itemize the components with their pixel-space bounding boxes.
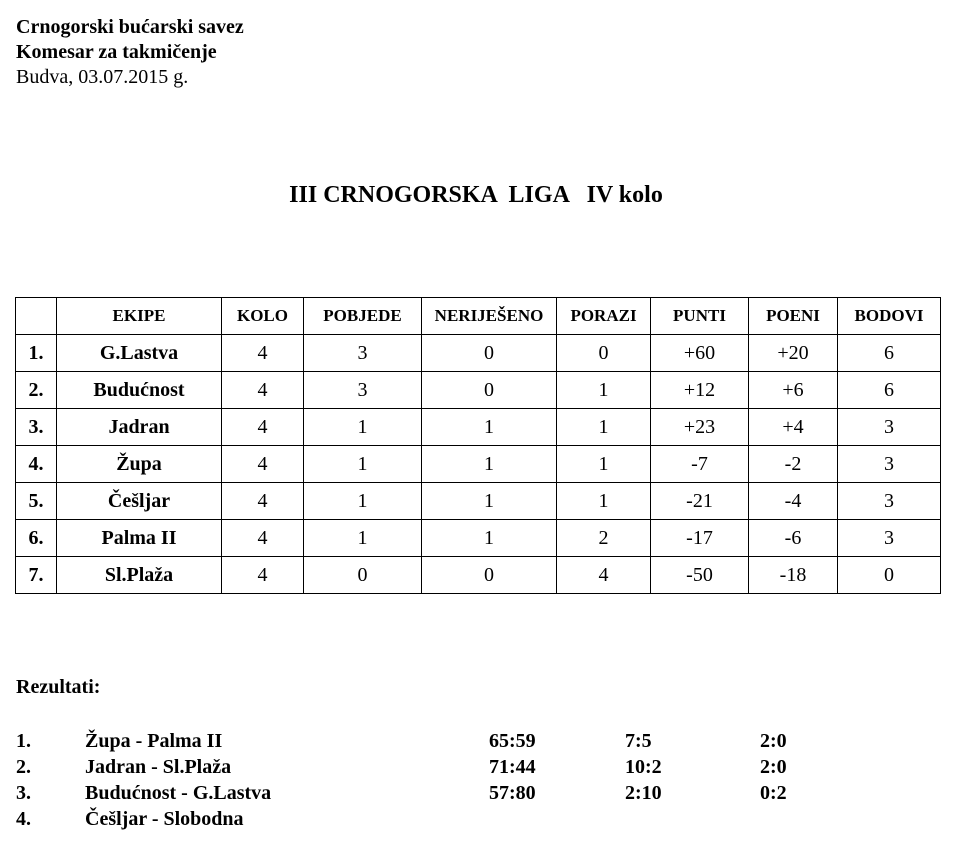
cell-points: 3: [838, 446, 941, 483]
column-header-draws: NERIJEŠENO: [422, 298, 557, 335]
result-score: 57:80: [489, 782, 536, 804]
cell-draws: 1: [422, 520, 557, 557]
cell-rank: 4.: [16, 446, 57, 483]
cell-team: Budućnost: [57, 372, 222, 409]
cell-round: 4: [222, 446, 304, 483]
cell-team: G.Lastva: [57, 335, 222, 372]
place-date: Budva, 03.07.2015 g.: [16, 66, 189, 88]
cell-punti: +60: [651, 335, 749, 372]
table-row: [16, 483, 941, 520]
result-sets: 7:5: [625, 730, 652, 752]
cell-team: Jadran: [57, 409, 222, 446]
organization-name: Crnogorski bućarski savez: [16, 16, 244, 38]
cell-points: 6: [838, 335, 941, 372]
list-item: [16, 754, 916, 780]
document-header: [16, 15, 244, 90]
table-row: [16, 409, 941, 446]
table-row: [16, 446, 941, 483]
cell-points: 3: [838, 483, 941, 520]
cell-round: 4: [222, 372, 304, 409]
cell-losses: 1: [557, 409, 651, 446]
cell-punti: -7: [651, 446, 749, 483]
result-number: 4.: [16, 808, 31, 830]
results-list: [16, 728, 916, 832]
cell-wins: 1: [304, 409, 422, 446]
cell-draws: 0: [422, 557, 557, 594]
cell-losses: 4: [557, 557, 651, 594]
cell-round: 4: [222, 335, 304, 372]
cell-poeni: -6: [749, 520, 838, 557]
cell-team: Palma II: [57, 520, 222, 557]
cell-rank: 2.: [16, 372, 57, 409]
cell-points: 6: [838, 372, 941, 409]
cell-round: 4: [222, 483, 304, 520]
cell-rank: 6.: [16, 520, 57, 557]
result-sets: 10:2: [625, 756, 662, 778]
cell-points: 3: [838, 520, 941, 557]
result-match: Jadran - Sl.Plaža: [85, 756, 232, 778]
column-header-round: KOLO: [222, 298, 304, 335]
cell-poeni: -18: [749, 557, 838, 594]
cell-wins: 3: [304, 335, 422, 372]
cell-punti: -21: [651, 483, 749, 520]
cell-wins: 1: [304, 520, 422, 557]
table-header-row: [16, 298, 941, 335]
cell-points: 3: [838, 409, 941, 446]
cell-team: Sl.Plaža: [57, 557, 222, 594]
cell-draws: 1: [422, 409, 557, 446]
column-header-teams: EKIPE: [57, 298, 222, 335]
standings-table: [15, 297, 941, 594]
cell-losses: 1: [557, 372, 651, 409]
cell-wins: 0: [304, 557, 422, 594]
cell-poeni: -2: [749, 446, 838, 483]
cell-draws: 1: [422, 446, 557, 483]
result-points: 2:0: [760, 730, 787, 752]
cell-team: Župa: [57, 446, 222, 483]
result-score: 65:59: [489, 730, 536, 752]
column-header-points: BODOVI: [838, 298, 941, 335]
table-row: [16, 372, 941, 409]
result-number: 1.: [16, 730, 31, 752]
page-title-text: III CRNOGORSKA LIGA IV kolo: [289, 182, 663, 208]
cell-rank: 7.: [16, 557, 57, 594]
cell-points: 0: [838, 557, 941, 594]
cell-wins: 1: [304, 446, 422, 483]
cell-punti: +23: [651, 409, 749, 446]
result-match: Budućnost - G.Lastva: [85, 782, 272, 804]
cell-punti: -17: [651, 520, 749, 557]
cell-wins: 3: [304, 372, 422, 409]
cell-punti: -50: [651, 557, 749, 594]
result-score: 71:44: [489, 756, 536, 778]
result-sets: 2:10: [625, 782, 662, 804]
cell-poeni: -4: [749, 483, 838, 520]
result-match: Češljar - Slobodna: [85, 808, 244, 830]
cell-poeni: +4: [749, 409, 838, 446]
cell-rank: 3.: [16, 409, 57, 446]
table-row: [16, 520, 941, 557]
list-item: [16, 780, 916, 806]
list-item: [16, 728, 916, 754]
column-header-rank: [16, 298, 57, 335]
result-number: 3.: [16, 782, 31, 804]
table-row: [16, 557, 941, 594]
result-number: 2.: [16, 756, 31, 778]
result-points: 2:0: [760, 756, 787, 778]
cell-draws: 1: [422, 483, 557, 520]
column-header-wins: POBJEDE: [304, 298, 422, 335]
results-heading: Rezultati:: [16, 676, 101, 698]
cell-rank: 5.: [16, 483, 57, 520]
cell-round: 4: [222, 409, 304, 446]
cell-draws: 0: [422, 335, 557, 372]
cell-poeni: +6: [749, 372, 838, 409]
cell-rank: 1.: [16, 335, 57, 372]
cell-losses: 1: [557, 446, 651, 483]
commissioner-title: Komesar za takmičenje: [16, 41, 217, 63]
column-header-poeni: POENI: [749, 298, 838, 335]
cell-losses: 0: [557, 335, 651, 372]
cell-punti: +12: [651, 372, 749, 409]
cell-round: 4: [222, 520, 304, 557]
cell-poeni: +20: [749, 335, 838, 372]
cell-losses: 1: [557, 483, 651, 520]
cell-draws: 0: [422, 372, 557, 409]
table-row: [16, 335, 941, 372]
cell-losses: 2: [557, 520, 651, 557]
cell-wins: 1: [304, 483, 422, 520]
page-title: [0, 182, 956, 209]
cell-team: Češljar: [57, 483, 222, 520]
column-header-punti: PUNTI: [651, 298, 749, 335]
standings-body: [16, 335, 941, 594]
result-match: Župa - Palma II: [85, 730, 223, 752]
result-points: 0:2: [760, 782, 787, 804]
list-item: [16, 806, 916, 832]
cell-round: 4: [222, 557, 304, 594]
column-header-losses: PORAZI: [557, 298, 651, 335]
